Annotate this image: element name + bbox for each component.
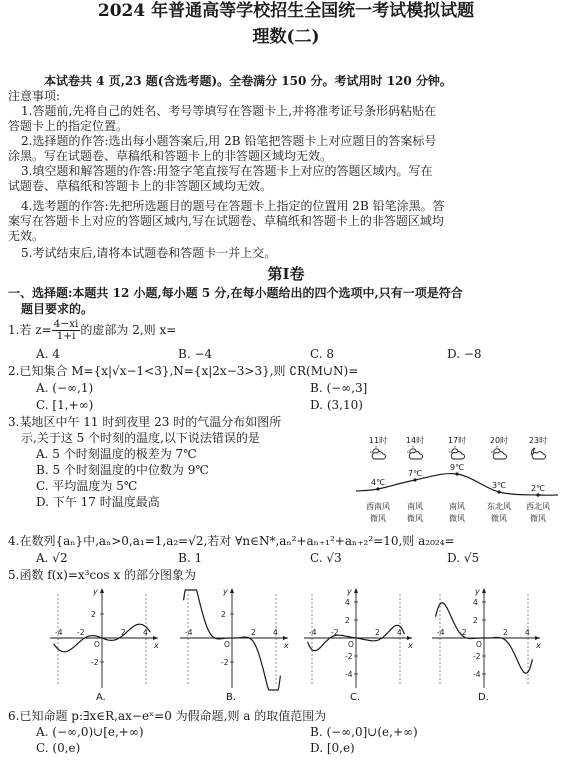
time-label: 20时 <box>489 436 509 445</box>
sun-cloud-icon <box>370 446 386 459</box>
x-tick-label: 2 <box>251 628 256 637</box>
q3-option-c: C. 平均温度为 5℃ <box>36 479 138 493</box>
q1-option-c: C. 8 <box>310 347 335 361</box>
origin-label: O <box>94 640 100 649</box>
question-3-cont: 示,关于这 5 个时刻的温度,以下说法错误的是 <box>21 431 260 445</box>
question-3: 3.某地区中午 11 时到夜里 23 时的气温分布如图所 <box>8 415 282 429</box>
question-2: 2.已知集合 M={x|√x−1<3},N={x|2x−3>3},则 ∁R(M∪N)= <box>8 364 359 378</box>
y-axis-label: y <box>347 587 352 596</box>
time-label: 17时 <box>447 436 467 445</box>
weather-figure <box>352 433 562 529</box>
y-tick-label: -4 <box>473 670 481 679</box>
y-tick-label: -4 <box>345 670 353 679</box>
origin-label: O <box>224 640 230 649</box>
wind-level: 微风 <box>491 514 507 523</box>
q1-prefix: 1.若 z= <box>8 323 52 337</box>
x-tick-label: 4 <box>273 628 278 637</box>
y-tick-label: 2 <box>345 616 350 625</box>
q4-option-a: A. √2 <box>36 551 68 565</box>
temperature-point <box>497 490 500 493</box>
y-tick-label: -2 <box>221 658 229 667</box>
sun-cloud-icon <box>449 446 465 459</box>
graph-option-b <box>176 584 294 704</box>
q2-option-b: B. (−∞,3] <box>310 381 368 395</box>
notice-line: 案写在答题卡上对应的答题区域内,写在试题卷、草稿纸和答题卡上的非答题区域均 <box>8 214 444 228</box>
x-axis-label: x <box>154 641 159 650</box>
sun-cloud-icon <box>491 446 507 459</box>
q1-option-d: D. −8 <box>447 347 482 361</box>
wind-direction: 西北风 <box>526 502 550 511</box>
q4-option-b: B. 1 <box>178 551 203 565</box>
wind-direction: 西南风 <box>366 502 390 511</box>
wind-level: 微风 <box>407 514 423 523</box>
q4-option-c: C. √3 <box>310 551 342 565</box>
y-axis-label: y <box>223 587 228 596</box>
y-tick-label: 4 <box>473 598 478 607</box>
wind-level: 微风 <box>449 514 465 523</box>
q1-option-b: B. −4 <box>178 347 213 361</box>
q1-option-a: A. 4 <box>36 347 60 361</box>
q6-option-c: C. (0,e) <box>36 741 81 755</box>
graph-option-c <box>300 584 418 704</box>
q2-option-c: C. [1,+∞) <box>36 398 94 412</box>
graph-option-label: C. <box>350 692 361 703</box>
graph-option-a <box>46 584 164 704</box>
q1-numerator: 4−xi <box>53 318 79 330</box>
intro-text: 本试卷共 4 页,23 题(含选考题)。全卷满分 150 分。考试用时 120 分钟。 <box>44 74 452 88</box>
q3-option-a: A. 5 个时刻温度的极差为 7℃ <box>36 447 197 461</box>
q6-option-a: A. (−∞,0)∪[e,+∞) <box>36 725 144 739</box>
wind-level: 微风 <box>370 514 386 523</box>
exam-subtitle: 理数(二) <box>252 27 320 47</box>
notice-line: 答题卡上的指定位置。 <box>8 119 129 133</box>
q2-option-d: D. (3,10) <box>310 398 363 412</box>
x-axis-label: x <box>284 641 289 650</box>
time-label: 14时 <box>405 436 425 445</box>
part-heading: 一、选择题:本题共 12 小题,每小题 5 分,在每小题给出的四个选项中,只有一项是符合 <box>8 286 463 300</box>
temperature-label: 7℃ <box>407 469 423 478</box>
notice-line: 无效。 <box>8 229 45 243</box>
graph-axes <box>50 588 158 688</box>
notice-line: 涂黑。写在试题卷、草稿纸和答题卡上的非答题区域均无效。 <box>8 149 333 163</box>
temperature-point <box>536 493 539 496</box>
temperature-label: 9℃ <box>449 463 465 472</box>
temperature-point <box>455 472 458 475</box>
time-label: 23时 <box>528 436 548 445</box>
q1-denominator: 1+i <box>56 330 76 342</box>
y-axis-label: y <box>475 587 480 596</box>
time-label: 11时 <box>368 436 388 445</box>
moon-cloud-icon <box>532 448 546 459</box>
notice-line: 3.填空题和解答题的作答:用签字笔直接写在答题卡上对应的答题区域内。写在 <box>21 164 433 178</box>
graph-option-label: D. <box>478 692 489 703</box>
x-tick-label: -4 <box>185 628 193 637</box>
x-tick-label: 4 <box>143 628 148 637</box>
x-tick-label: 2 <box>503 628 508 637</box>
y-tick-label: -2 <box>473 652 481 661</box>
origin-label: O <box>476 640 482 649</box>
x-tick-label: -4 <box>309 628 317 637</box>
question-1 <box>8 319 176 342</box>
q3-option-d: D. 下午 17 时温度最高 <box>36 495 160 509</box>
graph-option-d <box>428 584 546 704</box>
y-axis-label: y <box>93 587 98 596</box>
wind-direction: 南风 <box>449 502 465 511</box>
temperature-label: 3℃ <box>491 481 507 490</box>
wind-direction: 南风 <box>407 502 423 511</box>
y-tick-label: -2 <box>345 652 353 661</box>
x-tick-label: 4 <box>397 628 402 637</box>
q1-suffix: 的虚部为 2,则 x= <box>80 323 177 337</box>
temperature-label: 4℃ <box>370 478 386 487</box>
q6-option-b: B. (−∞,0]∪(e,+∞) <box>310 725 418 739</box>
x-tick-label: 2 <box>375 628 380 637</box>
notice-line: 1.答题前,先将自己的姓名、考号等填写在答题卡上,并将准考证号条形码粘贴在 <box>21 104 437 118</box>
x-tick-label: -4 <box>55 628 63 637</box>
question-5: 5.函数 f(x)=x³cos x 的部分图象为 <box>8 568 196 582</box>
x-tick-label: -2 <box>77 628 85 637</box>
notice-line: 试题卷、草稿纸和答题卡上的非答题区域均无效。 <box>8 179 273 193</box>
notice-line: 4.选考题的作答:先把所选题目的题号在答题卡上指定的位置用 2B 铅笔涂黑。答 <box>21 199 445 213</box>
y-tick-label: 2 <box>473 616 478 625</box>
origin-label: O <box>348 640 354 649</box>
y-tick-label: -2 <box>91 658 99 667</box>
q2-option-a: A. (−∞,1) <box>36 381 94 395</box>
exam-title: 2024 年普通高等学校招生全国统一考试模拟试题 <box>97 1 475 21</box>
temperature-curve <box>356 474 558 496</box>
q4-option-d: D. √5 <box>447 551 480 565</box>
sun-cloud-icon <box>407 446 423 459</box>
x-axis-label: x <box>536 641 541 650</box>
x-tick-label: -2 <box>459 628 467 637</box>
x-tick-label: -2 <box>331 628 339 637</box>
question-6: 6.已知命题 p:∃x∈R,ax−eˣ=0 为假命题,则 a 的取值范围为 <box>8 709 327 723</box>
x-tick-label: 2 <box>121 628 126 637</box>
wind-direction: 东北风 <box>487 502 511 511</box>
graph-option-label: A. <box>96 692 106 703</box>
y-tick-label: 4 <box>345 598 350 607</box>
temperature-label: 2℃ <box>530 484 546 493</box>
y-tick-label: 2 <box>221 610 226 619</box>
part-heading-cont: 题目要求的。 <box>21 302 94 316</box>
x-tick-label: 4 <box>525 628 530 637</box>
graph-option-label: B. <box>226 692 237 703</box>
q6-option-d: D. [0,e) <box>310 741 355 755</box>
q3-option-b: B. 5 个时刻温度的中位数为 9℃ <box>36 463 209 477</box>
wind-level: 微风 <box>530 514 546 523</box>
temperature-point <box>376 487 379 490</box>
temperature-point <box>413 478 416 481</box>
q1-fraction <box>52 319 81 342</box>
x-tick-label: -4 <box>437 628 445 637</box>
notice-line: 2.选择题的作答:选出每小题答案后,用 2B 铅笔把答题卡上对应题目的答案标号 <box>21 134 437 148</box>
x-axis-label: x <box>408 641 413 650</box>
question-4: 4.在数列{aₙ}中,aₙ>0,a₁=1,a₂=√2,若对 ∀n∈N*,aₙ²+aₙ₊₁²+aₙ₊₂²=10,则 a₂₀₂₄= <box>8 534 455 548</box>
notice-heading: 注意事项: <box>8 89 61 103</box>
section-heading: 第Ⅰ卷 <box>267 265 305 283</box>
y-tick-label: 2 <box>91 610 96 619</box>
notice-line: 5.考试结束后,请将本试题卷和答题卡一并上交。 <box>21 246 277 260</box>
